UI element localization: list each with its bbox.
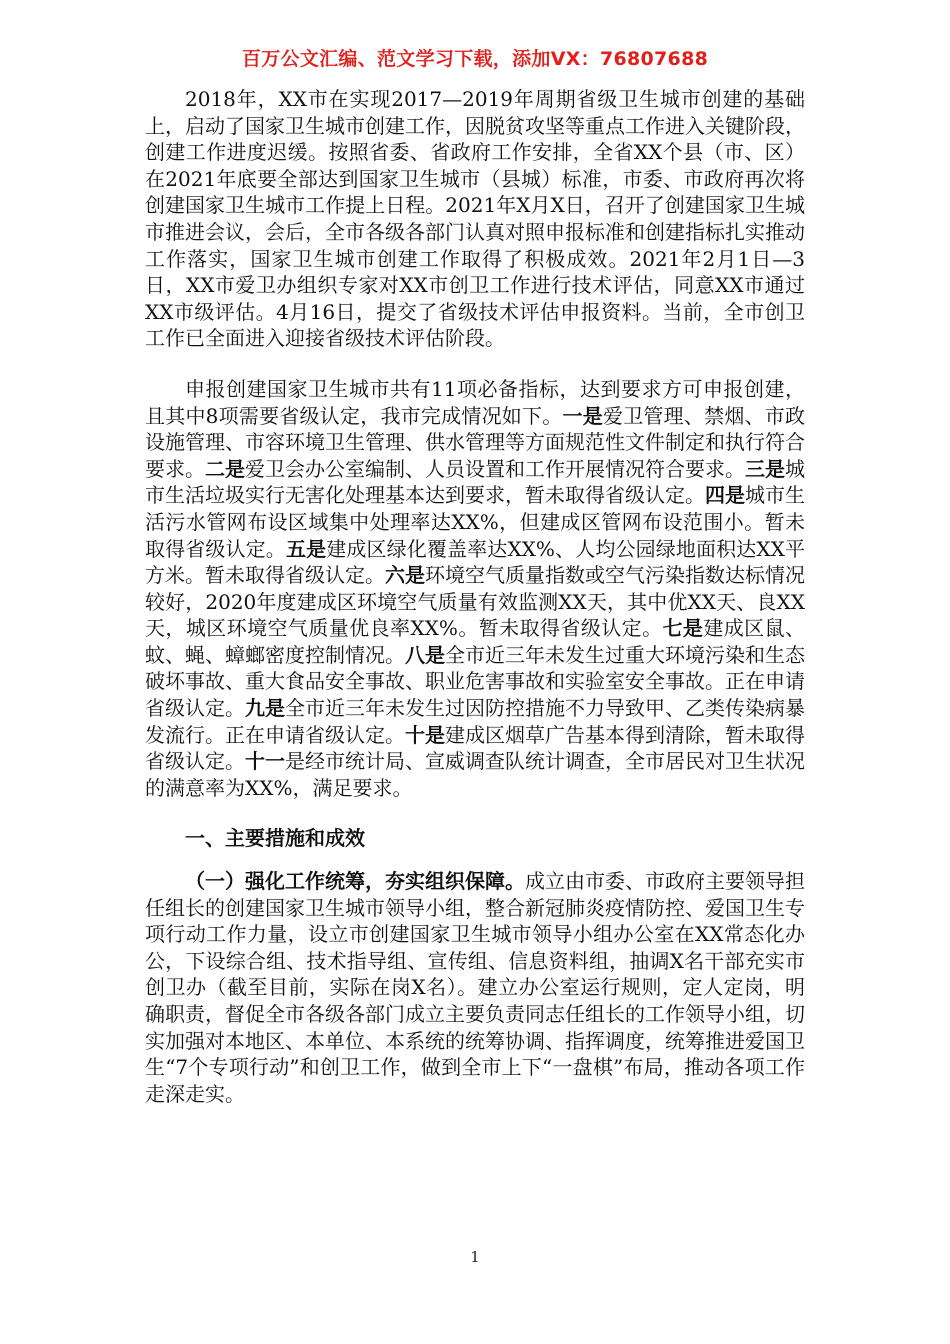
indicator-label: 二是 xyxy=(205,456,245,481)
indicator-text: 城市生活污水管网布设区域集中处理率达XX%，但建成区管网布设范围小。暂未取得省级认定。 xyxy=(145,483,805,561)
indicator-text: 爱卫管理、禁烟、市政设施管理、市容环境卫生管理、供水管理等方面规范性文件制定和执行符合要求。 xyxy=(145,403,806,481)
page-number: 1 xyxy=(470,1248,480,1266)
indicator-label: 三是 xyxy=(745,456,785,481)
paragraph-indicators xyxy=(145,376,805,802)
indicator-text: 建成区绿化覆盖率达XX%、人均公园绿地面积达XX平方米。暂未取得省级认定。 xyxy=(145,536,806,588)
indicator-text: 环境空气质量指数或空气污染指数达标情况较好，2020年度建成区环境空气质量有效监测XX天，其中优XX天、良XX天，城区环境空气质量优良率XX%。暂未取得省级认定。 xyxy=(145,563,805,641)
indicator-text: 城市生活垃圾实行无害化处理基本达到要求，暂未取得省级认定。 xyxy=(145,456,805,508)
indicator-text: 建成区鼠、蚊、蝇、蟑螂密度控制情况。 xyxy=(145,616,806,667)
indicator-text: 全市近三年未发生过重大环境污染和生态破坏事故、重大食品安全事故、职业危害事故和实验室安全事故。正在申请省级认定。 xyxy=(145,642,805,721)
indicator-label: 一是 xyxy=(562,403,603,428)
indicators-intro: 申报创建国家卫生城市共有11项必备指标，达到要求方可申报创建，且其中8项需要省级认定，我市完成情况如下。 xyxy=(145,376,805,428)
paragraph-background: 2018年，XX市在实现2017—2019年周期省级卫生城市创建的基础上，启动了国家卫生城市创建工作，因脱贫攻坚等重点工作进入关键阶段，创建工作进度迟缓。按照省委、省政府工作安排，全省XX个县（市、区）在2021年底要全部达到国家卫生城市（县城）标准，市委、市政府再次将创建国家卫生城市工作提上日程。2021年X月X日，召开了创建国家卫生城市推进会议，会后，全市各级各部门认真对照申报标准和创建指标扎实推动工作落实，国家卫生城市创建工作取得了积极成效。2021年2月1日—3日，XX市爱卫办组织专家对XX市创卫工作进行技术评估，同意XX市通过XX市级评估。4月16日，提交了省级技术评估申报资料。当前，全市创卫工作已全面进入迎接省级技术评估阶段。 xyxy=(145,87,805,351)
section-heading: 一、主要措施和成效 xyxy=(185,826,365,851)
indicator-text: 爱卫会办公室编制、人员设置和工作开展情况符合要求。 xyxy=(245,456,745,481)
document-body xyxy=(145,86,805,1123)
indicator-label: 四是 xyxy=(705,483,745,508)
indicator-text: 建成区烟草广告基本得到清除，暂未取得省级认定。 xyxy=(145,722,805,774)
paragraph-measures xyxy=(145,868,805,1107)
measure-text: 成立由市委、市政府主要领导担任组长的创建国家卫生城市领导小组，整合新冠肺炎疫情防控、爱国卫生专项行动工作力量，设立市创建国家卫生城市领导小组办公室在XX常态化办公，下设综合组、技术指导组、宣传组、信息资料组，抽调X名干部充实市创卫办（截至目前，实际在岗X名）。建立办公室运行规则，定人定岗，明确职责，督促全市各级各部门成立主要负责同志任组长的工作领导小组，切实加强对本地区、本单位、本系统的统筹协调、指挥调度，统筹推进爱国卫生“7个专项行动”和创卫工作，做到全市上下“一盘棋”布局，推动各项工作走深走实。 xyxy=(145,869,805,1106)
indicator-label: 五是 xyxy=(285,536,327,561)
indicator-label: 十一 xyxy=(245,749,285,774)
indicator-label: 七是 xyxy=(662,616,704,641)
indicator-label: 十是 xyxy=(405,722,445,747)
measure-lead: （一）强化工作统筹，夯实组织保障。 xyxy=(185,869,525,894)
indicator-text: 全市近三年未发生过因防控措施不力导致甲、乙类传染病暴发流行。正在申请省级认定。 xyxy=(145,696,805,747)
indicator-label: 六是 xyxy=(385,563,425,588)
indicator-label: 八是 xyxy=(405,642,445,667)
watermark-banner: 百万公文汇编、范文学习下载，添加VX：76807688 xyxy=(241,48,709,70)
indicator-text: 是经市统计局、宣威调查队统计调查，全市居民对卫生状况的满意率为XX%，满足要求。 xyxy=(145,749,805,800)
indicator-label: 九是 xyxy=(245,696,285,721)
